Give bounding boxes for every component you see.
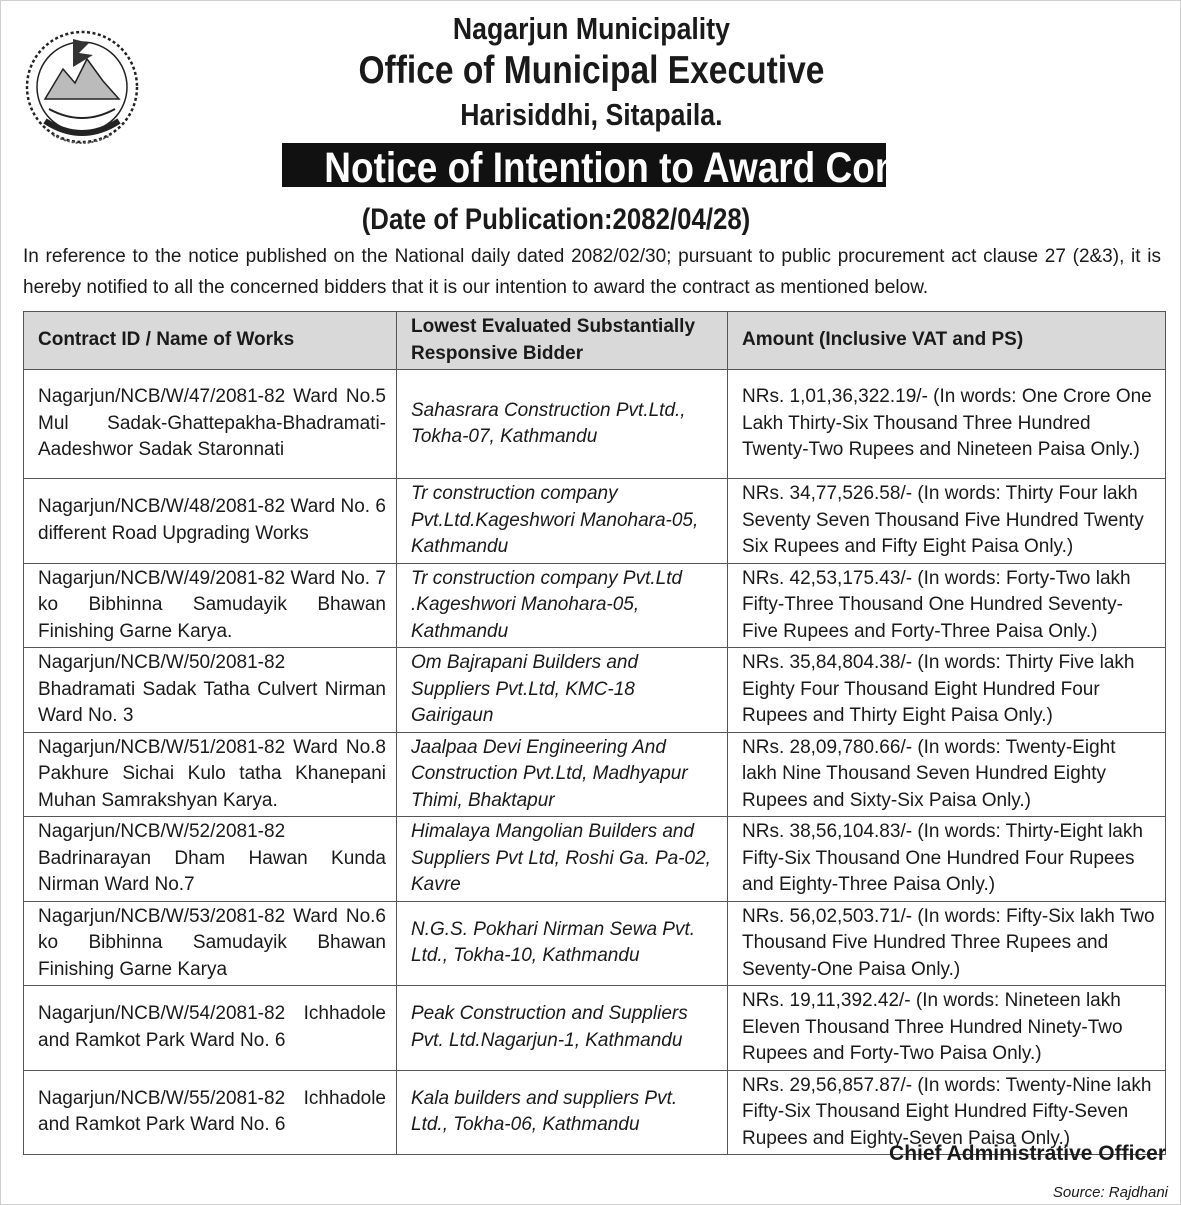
bidder-cell: Himalaya Mangolian Builders and Suppliers Pvt Ltd, Roshi Ga. Pa-02, Kavre xyxy=(397,817,728,902)
contract-works-cell: Nagarjun/NCB/W/51/2081-82 Ward No.8 Pakhure Sichai Kulo tatha Khanepani Muhan Samrakshyan Karya. xyxy=(24,732,397,817)
bidder-cell: Tr construction company Pvt.Ltd.Kageshwori Manohara-05, Kathmandu xyxy=(397,479,728,564)
amount-cell: NRs. 42,53,175.43/- (In words: Forty-Two lakh Fifty-Three Thousand One Hundred Seventy-Five Rupees and Forty-Three Paisa Only.) xyxy=(728,563,1166,648)
contract-works-cell: Nagarjun/NCB/W/50/2081-82 Bhadramati Sadak Tatha Culvert Nirman Ward No. 3 xyxy=(24,648,397,733)
contract-works-cell: Nagarjun/NCB/W/53/2081-82 Ward No.6 ko Bibhinna Samudayik Bhawan Finishing Garne Karya xyxy=(24,901,397,986)
contract-works-cell: Nagarjun/NCB/W/47/2081-82 Ward No.5 Mul Sadak-Ghattepakha-Bhadramati-Aadeshwor Sadak Staronnati xyxy=(24,370,397,479)
amount-cell: NRs. 1,01,36,322.19/- (In words: One Crore One Lakh Thirty-Six Thousand Three Hundred Twenty-Two Rupees and Nineteen Paisa Only.) xyxy=(728,370,1166,479)
notice-title: Notice of Intention to Award Contract xyxy=(324,144,978,192)
bidder-cell: Peak Construction and Suppliers Pvt. Ltd.Nagarjun-1, Kathmandu xyxy=(397,986,728,1071)
table-row xyxy=(24,986,1166,1071)
column-header-contract: Contract ID / Name of Works xyxy=(24,312,397,370)
amount-cell: NRs. 19,11,392.42/- (In words: Nineteen lakh Eleven Thousand Three Hundred Ninety-Two Rupees and Forty-Two Paisa Only.) xyxy=(728,986,1166,1071)
contract-award-table xyxy=(23,311,1166,1155)
bidder-cell: Sahasrara Construction Pvt.Ltd., Tokha-07, Kathmandu xyxy=(397,370,728,479)
column-header-bidder: Lowest Evaluated Substantially Responsive Bidder xyxy=(397,312,728,370)
amount-cell: NRs. 56,02,503.71/- (In words: Fifty-Six lakh Two Thousand Five Hundred Three Rupees and Seventy-One Paisa Only.) xyxy=(728,901,1166,986)
bidder-cell: Tr construction company Pvt.Ltd .Kageshwori Manohara-05, Kathmandu xyxy=(397,563,728,648)
bidder-cell: Kala builders and suppliers Pvt. Ltd., Tokha-06, Kathmandu xyxy=(397,1070,728,1155)
notice-title-banner xyxy=(282,143,978,192)
amount-cell: NRs. 28,09,780.66/- (In words: Twenty-Eight lakh Nine Thousand Seven Hundred Eighty Rupees and Sixty-Six Paisa Only.) xyxy=(728,732,1166,817)
amount-cell: NRs. 34,77,526.58/- (In words: Thirty Four lakh Seventy Seven Thousand Five Hundred Twenty Six Rupees and Fifty Eight Paisa Only.) xyxy=(728,479,1166,564)
contract-works-cell: Nagarjun/NCB/W/49/2081-82 Ward No. 7 ko Bibhinna Samudayik Bhawan Finishing Garne Karya. xyxy=(24,563,397,648)
bidder-cell: N.G.S. Pokhari Nirman Sewa Pvt. Ltd., Tokha-10, Kathmandu xyxy=(397,901,728,986)
amount-cell: NRs. 29,56,857.87/- (In words: Twenty-Nine lakh Fifty-Six Thousand Eight Hundred Fifty-Seven Rupees and Eighty-Seven Paisa Only.) xyxy=(728,1070,1166,1155)
source-credit: Source: Rajdhani xyxy=(1052,1184,1168,1201)
column-header-amount: Amount (Inclusive VAT and PS) xyxy=(728,312,1166,370)
contract-works-cell: Nagarjun/NCB/W/55/2081-82 Ichhadole and Ramkot Park Ward No. 6 xyxy=(24,1070,397,1155)
table-row xyxy=(24,648,1166,733)
contract-works-cell: Nagarjun/NCB/W/48/2081-82 Ward No. 6 different Road Upgrading Works xyxy=(24,479,397,564)
table-row xyxy=(24,479,1166,564)
bidder-cell: Om Bajrapani Builders and Suppliers Pvt.Ltd, KMC-18 Gairigaun xyxy=(397,648,728,733)
table-row xyxy=(24,817,1166,902)
office-address: Harisiddhi, Sitapaila. xyxy=(460,97,723,132)
table-row xyxy=(24,732,1166,817)
contract-works-cell: Nagarjun/NCB/W/54/2081-82 Ichhadole and Ramkot Park Ward No. 6 xyxy=(24,986,397,1071)
table-row xyxy=(24,901,1166,986)
signatory-title: Chief Administrative Officer xyxy=(889,1142,1166,1165)
amount-cell: NRs. 35,84,804.38/- (In words: Thirty Five lakh Eighty Four Thousand Eight Hundred Four Rupees and Thirty Eight Paisa Only.) xyxy=(728,648,1166,733)
bidder-cell: Jaalpaa Devi Engineering And Construction Pvt.Ltd, Madhyapur Thimi, Bhaktapur xyxy=(397,732,728,817)
table-header-row xyxy=(24,312,1166,370)
table-row xyxy=(24,370,1166,479)
organization-name: Nagarjun Municipality xyxy=(452,11,730,46)
intro-paragraph: In reference to the notice published on the National daily dated 2082/02/30; pursuant to public procurement act clause 27 (2&3), it is hereby notified to all the concerned bidders that it is our intention to award the contract as mentioned below. xyxy=(23,246,1161,298)
office-name: Office of Municipal Executive xyxy=(358,49,825,92)
amount-cell: NRs. 38,56,104.83/- (In words: Thirty-Eight lakh Fifty-Six Thousand One Hundred Four Rupees and Eighty-Three Paisa Only.) xyxy=(728,817,1166,902)
table-row xyxy=(24,563,1166,648)
contract-works-cell: Nagarjun/NCB/W/52/2081-82 Badrinarayan Dham Hawan Kunda Nirman Ward No.7 xyxy=(24,817,397,902)
publication-date: (Date of Publication:2082/04/28) xyxy=(361,203,751,236)
